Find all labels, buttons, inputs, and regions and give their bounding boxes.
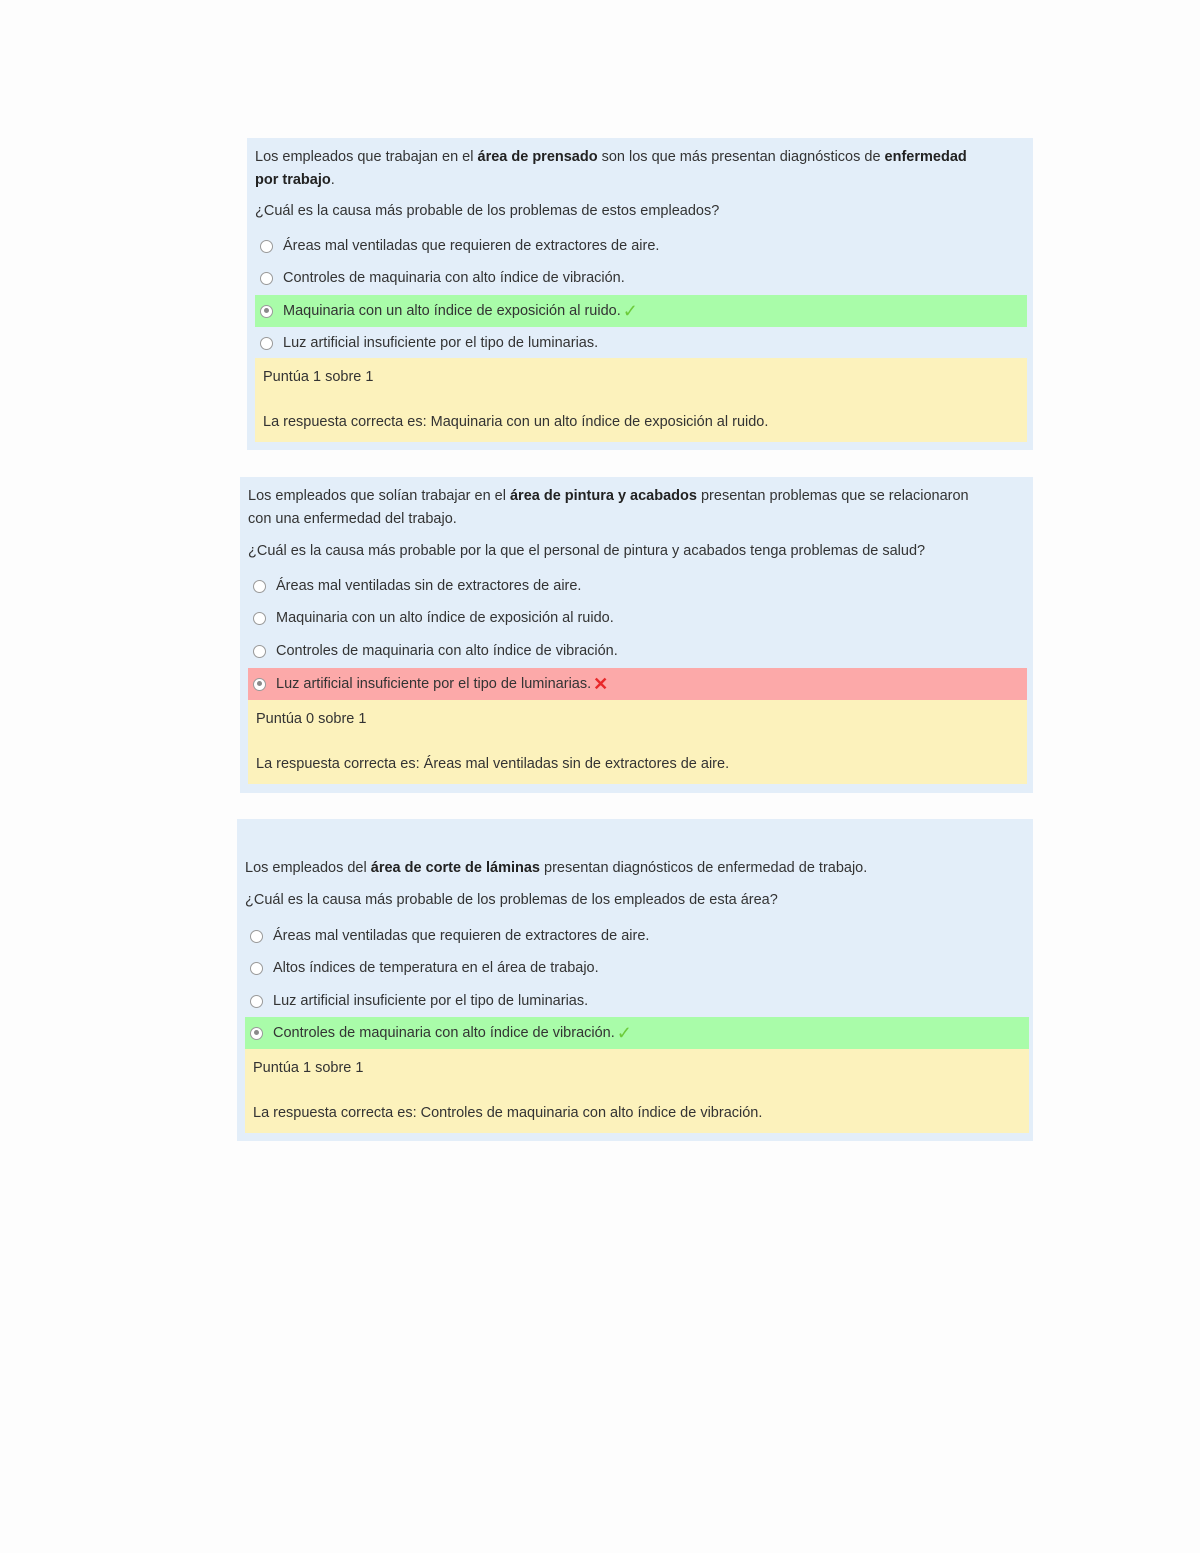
correct-answer-text: La respuesta correcta es: Maquinaria con un alto índice de exposición al ruido. (263, 414, 769, 430)
radio-button[interactable] (250, 995, 263, 1008)
radio-button[interactable] (253, 580, 266, 593)
radio-button[interactable] (260, 272, 273, 285)
radio-button[interactable] (260, 337, 273, 350)
question-stem: Los empleados del área de corte de láminas presentan diagnósticos de enfermedad de trabajo. (245, 860, 868, 876)
option-label: Controles de maquinaria con alto índice de vibración. (276, 643, 618, 659)
question-block-2 (240, 477, 1033, 793)
question-block-3 (237, 819, 1033, 1141)
answer-option[interactable] (255, 327, 1027, 359)
radio-button[interactable] (250, 930, 263, 943)
answer-option-selected-correct[interactable] (255, 295, 1027, 327)
question-text: ¿Cuál es la causa más probable por la que el personal de pintura y acabados tenga problemas de salud? (248, 543, 926, 559)
check-icon: ✓ (622, 301, 638, 321)
option-label: Controles de maquinaria con alto índice de vibración. (273, 1025, 615, 1041)
answer-option[interactable] (255, 262, 1027, 294)
option-label: Altos índices de temperatura en el área de trabajo. (273, 960, 599, 976)
radio-button-selected[interactable] (253, 678, 266, 691)
option-label: Luz artificial insuficiente por el tipo de luminarias. (273, 993, 589, 1009)
option-label: Luz artificial insuficiente por el tipo de luminarias. (276, 676, 592, 692)
question-block-1 (247, 138, 1033, 450)
feedback-box (245, 1049, 1029, 1133)
option-label: Áreas mal ventiladas que requieren de extractores de aire. (283, 238, 660, 254)
radio-button-selected[interactable] (250, 1027, 263, 1040)
answer-option[interactable] (248, 570, 1027, 602)
answer-option-selected-correct[interactable] (245, 1017, 1029, 1049)
question-text: ¿Cuál es la causa más probable de los problemas de los empleados de esta área? (245, 892, 778, 908)
option-label: Maquinaria con un alto índice de exposición al ruido. (283, 303, 621, 319)
check-icon: ✓ (616, 1023, 632, 1043)
question-stem: Los empleados que trabajan en el área de prensado son los que más presentan diagnósticos de enfermedad por trabajo. (255, 149, 967, 188)
question-text: ¿Cuál es la causa más probable de los problemas de estos empleados? (255, 203, 720, 219)
score-text: Puntúa 1 sobre 1 (253, 1060, 364, 1076)
feedback-box (255, 358, 1027, 442)
question-stem: Los empleados que solían trabajar en el área de pintura y acabados presentan problemas que se relacionaron con una enfermedad del trabajo. (248, 488, 969, 527)
option-label: Controles de maquinaria con alto índice de vibración. (283, 270, 625, 286)
option-label: Áreas mal ventiladas que requieren de extractores de aire. (273, 928, 650, 944)
radio-button[interactable] (250, 962, 263, 975)
answer-option[interactable] (255, 230, 1027, 262)
answer-option-selected-incorrect[interactable] (248, 668, 1027, 700)
answer-option[interactable] (245, 920, 1027, 952)
answer-option[interactable] (248, 602, 1027, 634)
radio-button-selected[interactable] (260, 305, 273, 318)
correct-answer-text: La respuesta correcta es: Controles de maquinaria con alto índice de vibración. (253, 1105, 763, 1121)
option-label: Maquinaria con un alto índice de exposición al ruido. (276, 610, 614, 626)
cross-icon: ✕ (593, 674, 609, 694)
score-text: Puntúa 1 sobre 1 (263, 369, 374, 385)
radio-button[interactable] (253, 612, 266, 625)
answer-option[interactable] (245, 952, 1027, 984)
option-label: Áreas mal ventiladas sin de extractores de aire. (276, 578, 582, 594)
answer-option[interactable] (245, 985, 1027, 1017)
radio-button[interactable] (260, 240, 273, 253)
radio-button[interactable] (253, 645, 266, 658)
feedback-box (248, 700, 1027, 784)
correct-answer-text: La respuesta correcta es: Áreas mal ventiladas sin de extractores de aire. (256, 756, 730, 772)
score-text: Puntúa 0 sobre 1 (256, 711, 367, 727)
option-label: Luz artificial insuficiente por el tipo de luminarias. (283, 335, 599, 351)
answer-option[interactable] (248, 635, 1027, 667)
